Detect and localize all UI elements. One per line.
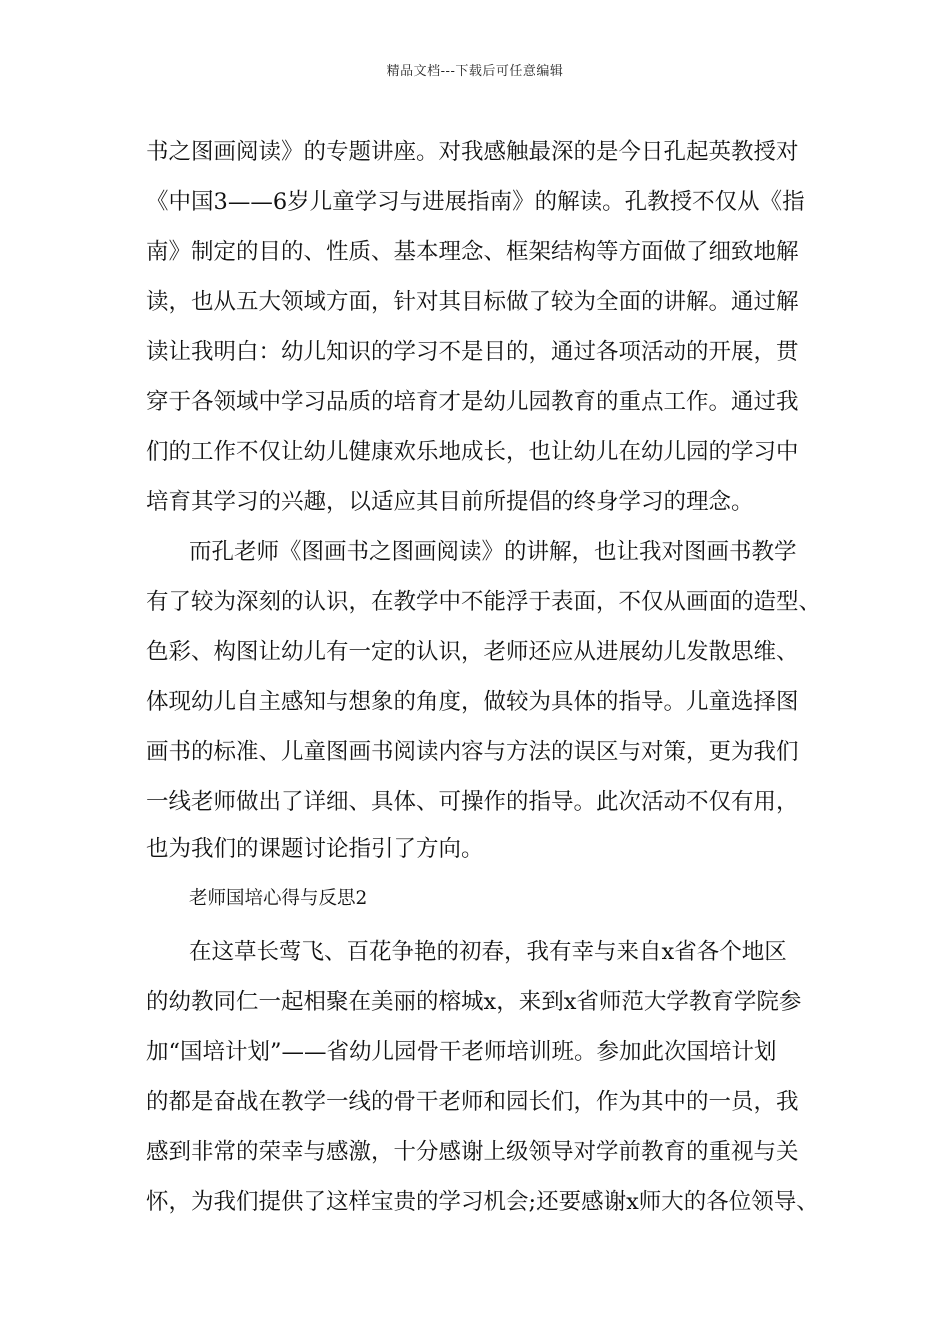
body-line: 画书的标准、儿童图画书阅读内容与方法的误区与对策，更为我们 [146,739,799,765]
body-line: 书之图画阅读》的专题讲座。对我感触最深的是今日孔起英教授对 [146,139,799,165]
body-line: 感到非常的荣幸与感激，十分感谢上级领导对学前教育的重视与关 [146,1139,799,1165]
body-line: 有了较为深刻的认识，在教学中不能浮于表面，不仅从画面的造型、 [146,589,822,615]
body-line: 而孔老师《图画书之图画阅读》的讲解，也让我对图画书教学 [189,539,797,565]
body-line: 南》制定的目的、性质、基本理念、框架结构等方面做了细致地解 [146,239,799,265]
body-line: 怀，为我们提供了这样宝贵的学习机会;还要感谢x师大的各位领导、 [146,1189,819,1215]
body-line: 的幼教同仁一起相聚在美丽的榕城x，来到x省师范大学教育学院参 [146,989,802,1015]
body-line: 体现幼儿自主感知与想象的角度，做较为具体的指导。儿童选择图 [146,689,799,715]
section-heading: 老师国培心得与反思2 [189,888,368,909]
body-line: 加“国培计划”——省幼儿园骨干老师培训班。参加此次国培计划 [146,1039,777,1065]
body-line: 培育其学习的兴趣，以适应其目前所提倡的终身学习的理念。 [146,489,754,515]
body-line: 也为我们的课题讨论指引了方向。 [146,836,484,862]
body-line: 的都是奋战在教学一线的骨干老师和园长们，作为其中的一员，我 [146,1089,799,1115]
body-line: 色彩、构图让幼儿有一定的认识，老师还应从进展幼儿发散思维、 [146,639,799,665]
body-line: 读让我明白：幼儿知识的学习不是目的，通过各项活动的开展，贯 [146,339,799,365]
page-header: 精品文档---下载后可任意编辑 [386,64,564,79]
body-line: 穿于各领域中学习品质的培育才是幼儿园教育的重点工作。通过我 [146,389,799,415]
body-line: 读，也从五大领域方面，针对其目标做了较为全面的讲解。通过解 [146,289,799,315]
body-line: 一线老师做出了详细、具体、可操作的指导。此次活动不仅有用， [146,789,799,815]
body-line: 们的工作不仅让幼儿健康欢乐地成长，也让幼儿在幼儿园的学习中 [146,439,799,465]
body-line: 在这草长莺飞、百花争艳的初春，我有幸与来自x省各个地区 [189,939,787,965]
body-line: 《中国3——6岁儿童学习与进展指南》的解读。孔教授不仅从《指 [146,189,805,215]
